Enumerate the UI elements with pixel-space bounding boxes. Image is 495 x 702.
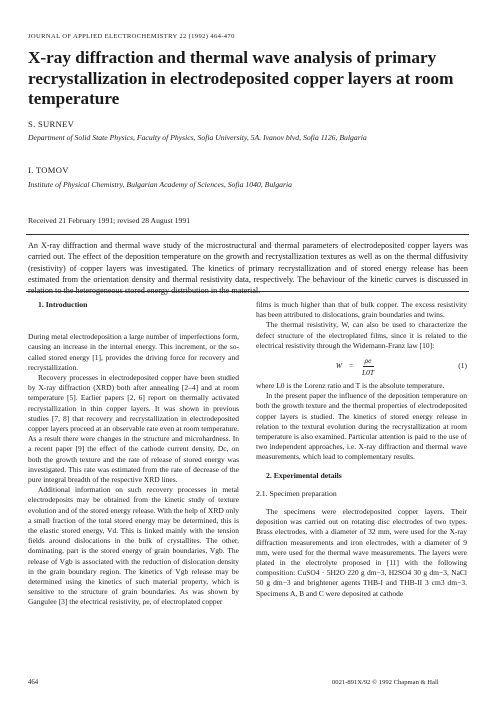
copyright-line: 0021-891X/92 © 1992 Chapman & Hall xyxy=(332,679,439,686)
equation-equals: = xyxy=(348,360,354,370)
author-name-2: I. TOMOV xyxy=(28,165,69,175)
received-dates: Received 21 February 1991; revised 28 August 1991 xyxy=(28,216,191,225)
equation-widemann-franz xyxy=(256,353,467,379)
paragraph: In the present paper the influence of the deposition temperature on both the growth texture and the thermal properties of electrodeposited copper layers is studied. The kinetics of stored energy release in relation to the textural evolution during the recrystallization at room temperature is also examined. Particular attention is paid to the use of two independent approaches, i.e. X-ray diffraction and thermal wave measurements, which lead to complementary results. xyxy=(256,391,467,462)
right-column xyxy=(256,300,467,599)
paragraph: Recovery processes in electrodeposited copper have been studied by X-ray diffraction (XRD) both after annealing [2–4] and at room temperature [5]. Earlier papers [2, 6] report on thermally activated recrystallization in thin copper layers. It was shown in previous studies [7, 8] that recovery and recrystallization in electrodeposited copper layers proceed at an observable rate even at room temperature. As a result there were changes in the structure and microhardness. In a recent paper [9] the effect of the cathode current density, Dc, on both the growth texture and the rate of release of stored energy was investigated. This rate was estimated from the rate of decrease of the pure integral breadth of the respective XRD lines. xyxy=(28,373,239,485)
paragraph: The thermal resistivity, W, can also be used to characterize the defect structure of the electroplated films, since it is related to the electrical resistivity through the Widemann-Franz law [10]: xyxy=(256,320,467,350)
paragraph: During metal electrodeposition a large number of imperfections form, causing an increase in the internal energy. This increment, or the so-called stored energy [1], provides the driving force for recovery and recrystallization. xyxy=(28,332,239,372)
equation-numerator: ρe xyxy=(364,355,372,365)
paragraph: where L0 is the Lorenz ratio and T is the absolute temperature. xyxy=(256,381,445,391)
paragraph: films is much higher than that of bulk copper. The excess resistivity has been attributed to dislocations, grain boundaries and twins. xyxy=(256,300,467,320)
section-heading-introduction: 1. Introduction xyxy=(38,300,88,309)
paper-title: X-ray diffraction and thermal wave analysis of primary recrystallization in electrodeposited copper layers at room temperature xyxy=(28,48,454,108)
author-affiliation-2: Institute of Physical Chemistry, Bulgarian Academy of Sciences, Sofia 1040, Bulgaria xyxy=(28,180,292,189)
subsection-heading-specimen: 2.1. Specimen preparation xyxy=(256,488,337,498)
author-name-1: S. SURNEV xyxy=(28,119,75,129)
divider-bottom xyxy=(26,291,469,292)
page-number: 464 xyxy=(28,679,39,686)
equation-denominator: L0T xyxy=(362,367,375,377)
author-affiliation-1: Department of Solid State Physics, Faculty of Physics, Sofia University, 5A. Ivanov blvd, Sofia 1126, Bulgaria xyxy=(28,133,367,142)
equation-number: (1) xyxy=(458,360,467,370)
abstract: An X-ray diffraction and thermal wave study of the microstructural and thermal parameters of electrodeposited copper layers was carried out. The effect of the deposition temperature on the growth and recrystallization textures as well as on the thermal diffusivity (resistivity) of copper layers was investigated. The kinetics of primary recrystallization and of stored energy release has been estimated from the orientation density and thermal resistivity data, respectively. The behaviour of the kinetic curves is discussed in relation to the heterogeneous stored energy distribution in the material. xyxy=(28,241,468,296)
left-column xyxy=(28,300,239,608)
section-heading-experimental: 2. Experimental details xyxy=(266,470,342,480)
divider-top xyxy=(26,234,469,235)
journal-header: JOURNAL OF APPLIED ELECTROCHEMISTRY 22 (1992) 464-470 xyxy=(28,33,235,40)
paragraph: Additional information on such recovery processes in metal electrodeposits may be obtained from the kinetic study of texture evolution and of the stored energy release. With the help of XRD only a small fraction of the total stored energy may be determined, this is the elastic stored energy, Vd. This is linked mainly with the tension fields around dislocations in the bulk of crystallites. The other, dominating, part is the stored energy of grain boundaries, Vgb. The release of Vgb is associated with the reduction of dislocation density in the grain boundary region. The kinetics of Vgb release may be determined using the kinetics of such material property, which is sensitive to the structure of grain boundaries. As was shown by Gangulee [3] the electrical resistivity, ρe, of electroplated copper xyxy=(28,485,239,607)
paragraph: The specimens were electrodeposited copper layers. Their deposition was carried out on rotating disc electrodes of two types. Brass electrodes, with a diameter of 32 mm, were used for the X-ray diffraction measurements and iron electrodes, with a diameter of 9 mm, were used for the thermal wave measurements. The layers were plated in the electrolyte proposed in [11] with the following composition: CuSO4 · 5H2O 220 g dm−3, H2SO4 30 g dm−3, NaCl 50 g dm−3 and brightener agents THB-I and THB-II 3 cm3 dm−3. Specimens A, B and C were deposited at cathode xyxy=(256,507,467,598)
equation-lhs: W xyxy=(335,360,342,370)
equation-fraction xyxy=(360,356,376,377)
